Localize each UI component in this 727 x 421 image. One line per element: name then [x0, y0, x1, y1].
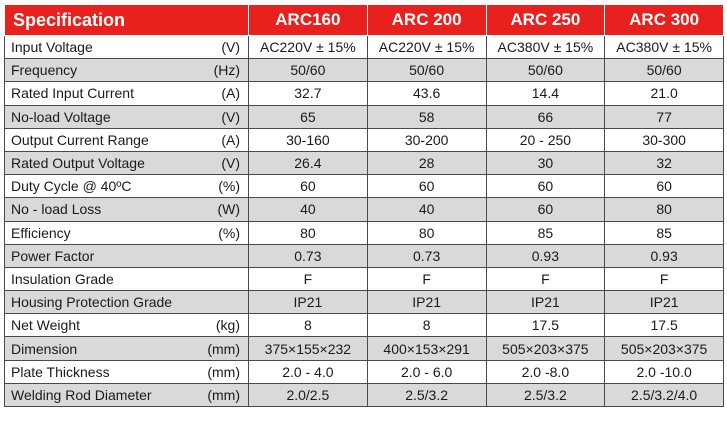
row-name: No - load Loss	[11, 201, 102, 218]
row-unit: (V)	[221, 39, 240, 56]
row-name: Welding Rod Diameter	[11, 386, 152, 403]
value-cell: 8	[249, 314, 368, 337]
value-cell: 50/60	[486, 59, 605, 82]
value-cell: 26.4	[249, 151, 368, 174]
table-row	[5, 82, 724, 105]
row-label-cell	[5, 175, 249, 198]
row-name: Rated Input Current	[11, 85, 134, 102]
header-specification: Specification	[5, 5, 249, 36]
value-cell: 0.93	[486, 244, 605, 267]
value-cell: IP21	[367, 291, 486, 314]
value-cell: 60	[605, 175, 724, 198]
row-label	[11, 225, 248, 241]
value-cell: 2.0 -8.0	[486, 360, 605, 383]
value-cell: 17.5	[486, 314, 605, 337]
row-unit: (mm)	[207, 363, 240, 380]
row-label-cell	[5, 128, 249, 151]
row-name: Power Factor	[11, 247, 95, 264]
table-row	[5, 337, 724, 360]
value-cell: 2.0 - 4.0	[249, 360, 368, 383]
row-unit: (W)	[217, 201, 240, 218]
row-unit: (V)	[221, 155, 240, 172]
value-cell: AC220V ± 15%	[367, 36, 486, 59]
table-row	[5, 383, 724, 406]
row-unit: (A)	[221, 131, 240, 148]
row-unit: (mm)	[207, 386, 240, 403]
row-label-cell	[5, 151, 249, 174]
value-cell: 20 - 250	[486, 128, 605, 151]
table-row	[5, 221, 724, 244]
table-row	[5, 314, 724, 337]
value-cell: F	[367, 267, 486, 290]
row-name: Frequency	[11, 62, 78, 79]
value-cell: 60	[486, 175, 605, 198]
header-model-arc200: ARC 200	[367, 5, 486, 36]
row-label-cell	[5, 82, 249, 105]
row-label-cell	[5, 36, 249, 59]
value-cell: 60	[249, 175, 368, 198]
row-label	[11, 387, 248, 403]
row-name: Dimension	[11, 340, 78, 357]
table-row	[5, 105, 724, 128]
row-label	[11, 85, 248, 101]
row-unit: (V)	[221, 108, 240, 125]
value-cell: 0.93	[605, 244, 724, 267]
row-label-cell	[5, 244, 249, 267]
value-cell: 2.5/3.2/4.0	[605, 383, 724, 406]
row-unit: (A)	[221, 85, 240, 102]
table-row	[5, 175, 724, 198]
value-cell: 66	[486, 105, 605, 128]
specification-table	[4, 4, 724, 407]
value-cell: 0.73	[367, 244, 486, 267]
row-label	[11, 271, 248, 287]
table-row	[5, 267, 724, 290]
table-row	[5, 151, 724, 174]
value-cell: 80	[605, 198, 724, 221]
value-cell: 30-300	[605, 128, 724, 151]
value-cell: 8	[367, 314, 486, 337]
row-label	[11, 132, 248, 148]
value-cell: 14.4	[486, 82, 605, 105]
value-cell: 400×153×291	[367, 337, 486, 360]
value-cell: 375×155×232	[249, 337, 368, 360]
value-cell: 65	[249, 105, 368, 128]
row-label-cell	[5, 59, 249, 82]
value-cell: 30-200	[367, 128, 486, 151]
table-row	[5, 198, 724, 221]
row-label	[11, 201, 248, 217]
row-unit: (%)	[218, 224, 240, 241]
value-cell: 2.0 - 6.0	[367, 360, 486, 383]
value-cell: 80	[367, 221, 486, 244]
value-cell: 80	[249, 221, 368, 244]
value-cell: 505×203×375	[486, 337, 605, 360]
value-cell: 32.7	[249, 82, 368, 105]
table-row	[5, 59, 724, 82]
value-cell: AC380V ± 15%	[605, 36, 724, 59]
value-cell: IP21	[605, 291, 724, 314]
value-cell: 32	[605, 151, 724, 174]
row-unit: (kg)	[215, 317, 240, 334]
table-row	[5, 291, 724, 314]
value-cell: 21.0	[605, 82, 724, 105]
row-label	[11, 62, 248, 78]
row-unit: (Hz)	[213, 62, 240, 79]
table-body	[5, 36, 724, 407]
row-label	[11, 341, 248, 357]
value-cell: 2.5/3.2	[367, 383, 486, 406]
row-name: Efficiency	[11, 224, 71, 241]
value-cell: IP21	[249, 291, 368, 314]
header-model-arc160: ARC160	[249, 5, 368, 36]
table-row	[5, 360, 724, 383]
table-row	[5, 128, 724, 151]
row-label	[11, 109, 248, 125]
row-label-cell	[5, 291, 249, 314]
row-name: Duty Cycle @ 40ºC	[11, 178, 132, 195]
row-name: Insulation Grade	[11, 270, 114, 287]
value-cell: 28	[367, 151, 486, 174]
value-cell: F	[249, 267, 368, 290]
row-label	[11, 178, 248, 194]
value-cell: 58	[367, 105, 486, 128]
row-label-cell	[5, 267, 249, 290]
row-label-cell	[5, 105, 249, 128]
value-cell: 17.5	[605, 314, 724, 337]
row-label	[11, 364, 248, 380]
value-cell: 505×203×375	[605, 337, 724, 360]
row-label-cell	[5, 337, 249, 360]
value-cell: 2.0 -10.0	[605, 360, 724, 383]
table-row	[5, 244, 724, 267]
value-cell: F	[605, 267, 724, 290]
value-cell: 40	[249, 198, 368, 221]
header-model-arc300: ARC 300	[605, 5, 724, 36]
row-label-cell	[5, 360, 249, 383]
value-cell: 77	[605, 105, 724, 128]
row-name: Housing Protection Grade	[11, 294, 173, 311]
value-cell: 60	[367, 175, 486, 198]
value-cell: IP21	[486, 291, 605, 314]
value-cell: AC220V ± 15%	[249, 36, 368, 59]
row-label	[11, 155, 248, 171]
row-label-cell	[5, 314, 249, 337]
row-unit: (%)	[218, 178, 240, 195]
row-unit: (mm)	[207, 340, 240, 357]
row-label-cell	[5, 221, 249, 244]
row-name: No-load Voltage	[11, 108, 111, 125]
value-cell: 2.0/2.5	[249, 383, 368, 406]
value-cell: 50/60	[249, 59, 368, 82]
value-cell: 50/60	[367, 59, 486, 82]
value-cell: 2.5/3.2	[486, 383, 605, 406]
value-cell: 60	[486, 198, 605, 221]
value-cell: 85	[605, 221, 724, 244]
row-label	[11, 39, 248, 55]
row-name: Output Current Range	[11, 131, 149, 148]
row-label	[11, 317, 248, 333]
row-name: Plate Thickness	[11, 363, 110, 380]
value-cell: 85	[486, 221, 605, 244]
value-cell: 50/60	[605, 59, 724, 82]
table-row	[5, 36, 724, 59]
row-label	[11, 294, 248, 310]
row-name: Rated Output Voltage	[11, 155, 145, 172]
row-label-cell	[5, 198, 249, 221]
value-cell: AC380V ± 15%	[486, 36, 605, 59]
value-cell: 30-160	[249, 128, 368, 151]
header-model-arc250: ARC 250	[486, 5, 605, 36]
value-cell: F	[486, 267, 605, 290]
row-label	[11, 248, 248, 264]
value-cell: 30	[486, 151, 605, 174]
table-header-row	[5, 5, 724, 36]
value-cell: 43.6	[367, 82, 486, 105]
value-cell: 40	[367, 198, 486, 221]
row-name: Input Voltage	[11, 39, 93, 56]
row-label-cell	[5, 383, 249, 406]
row-name: Net Weight	[11, 317, 80, 334]
value-cell: 0.73	[249, 244, 368, 267]
